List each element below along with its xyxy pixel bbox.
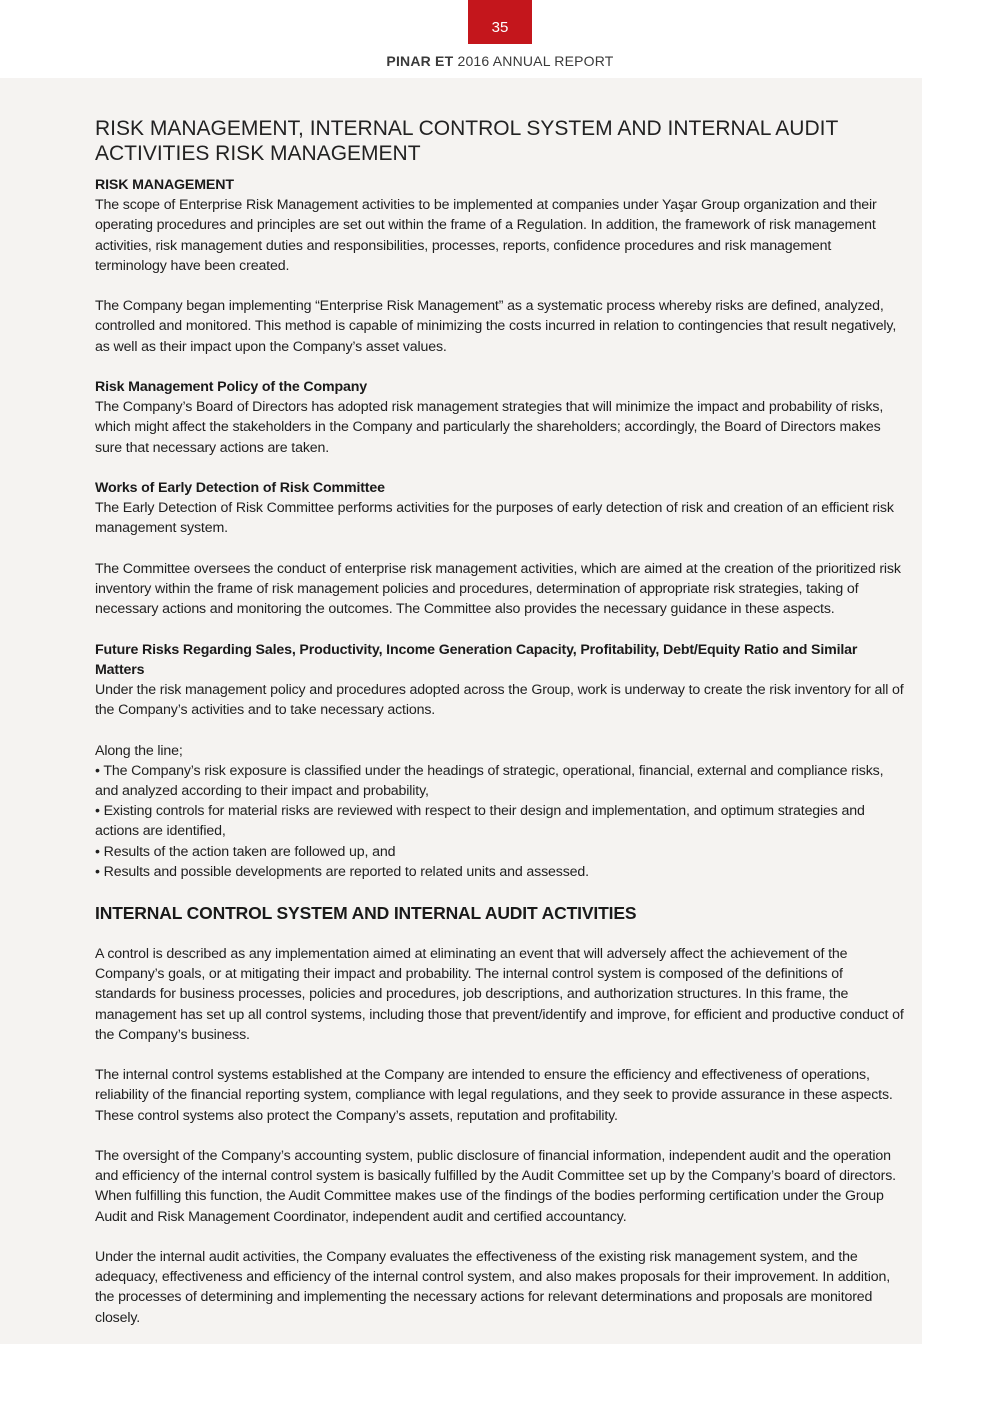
risk-management-heading: RISK MANAGEMENT (95, 177, 234, 193)
internal-control-paragraph-1: A control is described as any implementation aimed at eliminating an event that will adversely affect the achievement of the Company’s goals, or at mitigating their impact and probability. The internal control system is composed of the definitions of standards for business processes, policies and procedures, job descriptions, and authorization structures. In this frame, the management has set up all control systems, including those that prevent/identify and improve, for efficient and productive conduct of the Company’s business. (95, 946, 904, 1043)
bullet-item: • Results and possible developments are reported to related units and assessed. (95, 863, 589, 880)
internal-control-paragraph-3: The oversight of the Company’s accounting system, public disclosure of financial information, independent audit and the operation and efficiency of the internal control system is basically fulfilled by the Audit Committee set up by the Company’s board of directors. When fulfilling this function, the Audit Committee makes use of the findings of the bodies performing certification under the Group Audit and Risk Management Coordinator, independent audit and certified accountancy. (95, 1148, 896, 1225)
internal-control-heading: INTERNAL CONTROL SYSTEM AND INTERNAL AUDIT ACTIVITIES (95, 903, 637, 924)
risk-management-paragraph-2: The Company began implementing “Enterprise Risk Management” as a systematic process whereby risks are defined, analyzed, controlled and monitored. This method is capable of minimizing the costs incurred in relation to contingencies that result negatively, as well as their impact upon the Company’s asset values. (95, 298, 897, 355)
bullet-item: • The Company’s risk exposure is classified under the headings of strategic, operational, financial, external and compliance risks, and analyzed according to their impact and probability, (95, 762, 884, 799)
future-risks-heading: Future Risks Regarding Sales, Productivity, Income Generation Capacity, Profitability, Debt/Equity Ratio and Similar Matters (95, 641, 858, 678)
internal-control-paragraph-2: The internal control systems established at the Company are intended to ensure the efficiency and effectiveness of operations, reliability of the financial reporting system, compliance with legal regulations, and they seek to provide assurance in these aspects. These control systems also protect the Company’s assets, reputation and profitability. (95, 1067, 893, 1124)
policy-heading: Risk Management Policy of the Company (95, 379, 367, 395)
page-number: 35 (491, 19, 509, 36)
bullet-item: • Results of the action taken are followed up, and (95, 843, 396, 860)
committee-paragraph-1: The Early Detection of Risk Committee performs activities for the purposes of early detection of risk and creation of an efficient risk management system. (95, 500, 894, 537)
article-body (95, 116, 905, 1328)
header-report-title: 2016 ANNUAL REPORT (457, 53, 614, 69)
header-brand: PINAR ET (386, 53, 454, 69)
policy-paragraph: The Company’s Board of Directors has adopted risk management strategies that will minimize the impact and probability of risks, which might affect the stakeholders in the Company and particularly the shareholders; accordingly, the Board of Directors makes sure that necessary actions are taken. (95, 399, 884, 456)
risk-management-paragraph-1: The scope of Enterprise Risk Management activities to be implemented at companies under Yaşar Group organization and their operating procedures and principles are set out within the frame of a Regulation. In addition, the framework of risk management activities, risk management duties and responsibilities, processes, reports, confidence procedures and risk management terminology have been created. (95, 197, 877, 274)
committee-paragraph-2: The Committee oversees the conduct of enterprise risk management activities, which are aimed at the creation of the prioritized risk inventory within the frame of risk management policies and procedures, determination of appropriate risk strategies, taking of necessary actions and monitoring the outcomes. The Committee also provides the necessary guidance in these aspects. (95, 560, 901, 618)
page-number-tab (468, 0, 532, 44)
running-header (0, 53, 1000, 69)
committee-heading: Works of Early Detection of Risk Committee (95, 480, 385, 496)
future-risks-intro: Along the line; (95, 742, 183, 759)
bullet-item: • Existing controls for material risks are reviewed with respect to their design and implementation, and optimum strategies and actions are identified, (95, 803, 865, 840)
page-title: RISK MANAGEMENT, INTERNAL CONTROL SYSTEM AND INTERNAL AUDIT ACTIVITIES RISK MANAGEMENT (95, 117, 838, 165)
future-risks-paragraph: Under the risk management policy and procedures adopted across the Group, work is underway to create the risk inventory for all of the Company’s activities and to take necessary actions. (95, 682, 904, 719)
internal-control-paragraph-4: Under the internal audit activities, the Company evaluates the effectiveness of the existing risk management system, and the adequacy, effectiveness and efficiency of the internal control system, and also makes proposals for their improvement. In addition, the processes of determining and implementing the necessary actions for relevant determinations and proposals are monitored closely. (95, 1249, 890, 1326)
